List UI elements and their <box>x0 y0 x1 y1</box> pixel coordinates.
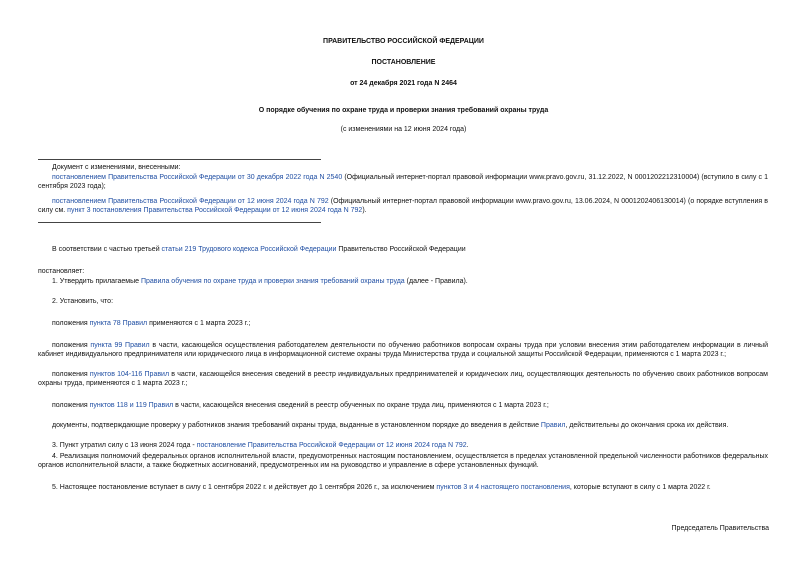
paragraph-5: 5. Настоящее постановление вступает в силу с 1 сентября 2022 г. и действует до 1 сентября 2026 г., за исключением пунктов 3 и 4 настоящего постановления, которые вступают в силу с 1 марта 2022 г. <box>52 484 711 491</box>
signature: Председатель Правительства <box>671 525 769 532</box>
change-link-3[interactable]: пункт 3 постановления Правительства Российской Федерации от 12 июня 2024 года N 792 <box>67 207 363 214</box>
change-item-1: постановлением Правительства Российской Федерации от 30 декабря 2022 года N 2540 (Официальный интернет-портал правовой информации www.pravo.gov.ru, 31.12.2022, N 0001202212310004) (вступило в силу с 1 сентября 2023 года); <box>38 174 769 190</box>
date-number-heading: от 24 декабря 2021 года N 2464 <box>350 80 457 87</box>
amendments-subtitle: (с изменениями на 12 июня 2024 года) <box>340 126 467 133</box>
subparagraph-2: положения пункта 99 Правил в части, касающейся осуществления работодателем деятельности по обучению работников вопросам охраны труда при условии внесения этим работодателем информации в личный кабинет индивидуального предпринимателя или юридического лица в информационной системе охраны труда Министерства труда и социальной защиты Российской Федерации, применяются с 1 марта 2023 г.; <box>38 342 768 358</box>
labor-code-link[interactable]: статьи 219 Трудового кодекса Российской Федерации <box>161 246 337 253</box>
paragraph-1: 1. Утвердить прилагаемые Правила обучения по охране труда и проверки знания требований охраны труда (далее - Правила). <box>52 278 468 285</box>
subparagraph-4: положения пунктов 118 и 119 Правил в части, касающейся внесения сведений в реестр обученных по охране труда лиц, применяются с 1 марта 2023 г.; <box>52 402 549 409</box>
change-link-2[interactable]: постановлением Правительства Российской Федерации от 12 июня 2024 года N 792 <box>52 198 329 205</box>
paragraph-3: 3. Пункт утратил силу с 13 июня 2024 года - постановление Правительства Российской Федерации от 12 июня 2024 года N 792. <box>52 442 469 449</box>
rule-78-link[interactable]: пункта 78 Правил <box>89 320 148 327</box>
bottom-divider <box>38 222 321 223</box>
top-divider <box>38 159 321 160</box>
rules-link[interactable]: Правила обучения по охране труда и проверки знания требований охраны труда <box>140 278 405 285</box>
subparagraph-3: положения пунктов 104-116 Правил в части, касающейся внесения сведений в реестр индивидуальных предпринимателей и юридических лиц, осуществляющих деятельность по обучению своих работников вопросам охраны труда, применяются с 1 марта 2023 г.; <box>38 371 768 387</box>
rule-99-link[interactable]: пункта 99 Правил <box>90 342 150 349</box>
resolves-text: постановляет: <box>38 268 85 275</box>
change-link-1[interactable]: постановлением Правительства Российской Федерации от 30 декабря 2022 года N 2540 <box>52 174 343 181</box>
changes-intro: Документ с изменениями, внесенными: <box>52 164 181 171</box>
document-type-heading: ПОСТАНОВЛЕНИЕ <box>371 59 436 66</box>
points-3-4-link[interactable]: пунктов 3 и 4 настоящего постановления <box>436 484 570 491</box>
document-title: О порядке обучения по охране труда и проверки знания требований охраны труда <box>258 107 549 114</box>
resolution-792-link[interactable]: постановление Правительства Российской Федерации от 12 июня 2024 года N 792 <box>196 442 467 449</box>
paragraph-4: 4. Реализация полномочий федеральных органов исполнительной власти, предусмотренных настоящим постановлением, осуществляется в пределах установленной предельной численности работников федеральных органов исполнительной власти, а также бюджетных ассигнований, предусмотренных им на руководство и управление в сфере установленных функций. <box>38 453 768 469</box>
preamble: В соответствии с частью третьей статьи 219 Трудового кодекса Российской Федерации Правительство Российской Федерации <box>52 246 466 253</box>
subparagraph-5: документы, подтверждающие проверку у работников знания требований охраны труда, выданные в установленном порядке до введения в действие Правил, действительны до окончания срока их действия. <box>52 422 729 429</box>
rules-104-116-link[interactable]: пунктов 104-116 Правил <box>89 371 170 378</box>
rules-link-2[interactable]: Правил <box>540 422 566 429</box>
rules-118-119-link[interactable]: пунктов 118 и 119 Правил <box>89 402 174 409</box>
paragraph-2: 2. Установить, что: <box>52 298 114 305</box>
subparagraph-1: положения пункта 78 Правил применяются с 1 марта 2023 г.; <box>52 320 251 327</box>
change-item-2: постановлением Правительства Российской Федерации от 12 июня 2024 года N 792 (Официальный интернет-портал правовой информации www.pravo.gov.ru, 13.06.2024, N 0001202406130014) (о порядке вступления в силу см. пункт 3 постановления Правительства Российской Федерации от 12 июня 2024 года N 792). <box>38 198 768 214</box>
government-heading: ПРАВИТЕЛЬСТВО РОССИЙСКОЙ ФЕДЕРАЦИИ <box>323 38 484 45</box>
